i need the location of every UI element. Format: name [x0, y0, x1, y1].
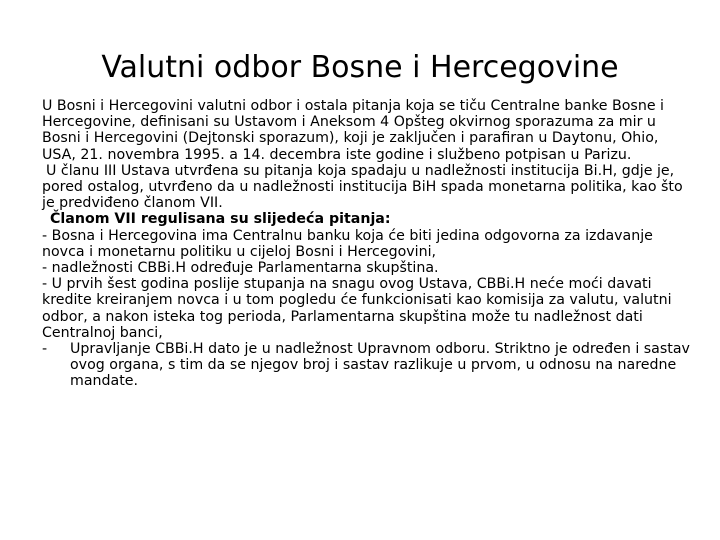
- list-item-competences: - nadležnosti CBBi.H određuje Parlamentarna skupština.: [42, 260, 439, 277]
- paragraph-article-iii: U članu III Ustava utvrđena su pitanja koja spadaju u nadležnosti institucija Bi.H, gdje je, pored ostalog, utvrđeno da u nadležnosti institucija BiH spada monetarna politika, kao što je predviđeno članom VII.: [42, 162, 683, 212]
- slide-title: Valutni odbor Bosne i Hercegovine: [101, 50, 619, 85]
- paragraph-intro: U Bosni i Hercegovini valutni odbor i ostala pitanja koja se tiču Centralne banke Bosne i Hercegovine, definisani su Ustavom i Aneksom 4 Opšteg okvirnog sporazuma za mir u Bosni i Hercegovini (Dejtonski sporazum), koji je zaključen i parafiran u Daytonu, Ohio, USA, 21. novembra 1995. a 14. decembra iste godine i službeno potpisan u Parizu.: [42, 98, 664, 163]
- list-item-first-six-years: - U prvih šest godina poslije stupanja na snagu ovog Ustava, CBBi.H neće moći davati kredite kreiranjem novca i u tom pogledu će funkcionisati kao komisija za valutu, valutni odbor, a nakon isteka tog perioda, Parlamentarna skupština može tu nadležnost dati Centralnoj banci,: [42, 276, 672, 341]
- slide-body: [42, 98, 690, 390]
- list-item-governing-board: [42, 341, 690, 390]
- list-dash: -: [42, 341, 48, 358]
- list-item-central-bank: - Bosna i Hercegovina ima Centralnu banku koja će biti jedina odgovorna za izdavanje novca i monetarnu politiku u cijeloj Bosni i Hercegovini,: [42, 227, 653, 260]
- list-item-governing-board-text: Upravljanje CBBi.H dato je u nadležnost Upravnom odboru. Striktno je određen i sastav ovog organa, s tim da se njegov broj i sastav razlikuje u prvom, u odnosu na naredne mandate.: [70, 341, 690, 390]
- bold-heading: Članom VII regulisana su slijedeća pitanja:: [50, 211, 391, 228]
